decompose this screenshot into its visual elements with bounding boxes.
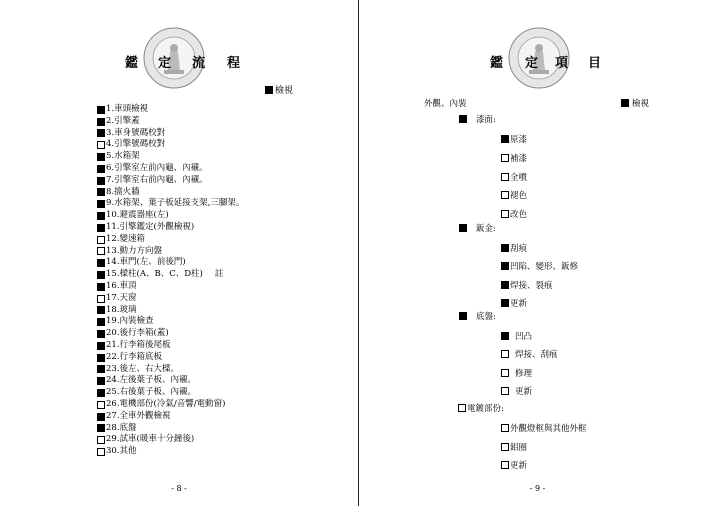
checked-box-icon[interactable] — [97, 354, 105, 362]
checklist-item — [97, 328, 244, 340]
checklist-item — [97, 128, 244, 140]
checked-box-icon[interactable] — [97, 271, 105, 279]
checklist-item — [97, 399, 244, 411]
inspection-item — [501, 422, 587, 434]
checklist-item-label: 10.避震器座(左) — [106, 210, 169, 221]
inspection-item-label: 補漆 — [510, 153, 528, 164]
checklist-note: 註 — [214, 269, 224, 280]
inspection-item — [501, 152, 527, 164]
unchecked-box-icon[interactable] — [501, 350, 509, 358]
legend-label: 檢視 — [275, 86, 294, 96]
unchecked-box-icon[interactable] — [501, 443, 509, 451]
section-label: 電鍍部份: — [467, 404, 504, 414]
title-char: 目 — [588, 56, 602, 71]
legend-checked — [265, 83, 293, 96]
checklist-item-label: 17.天窗 — [106, 292, 137, 303]
checked-box-icon[interactable] — [97, 377, 105, 385]
checklist-item-label: 1.車頭檢視 — [106, 104, 149, 114]
unchecked-box-icon[interactable] — [97, 236, 105, 244]
checklist-item — [97, 175, 244, 187]
checked-box-icon[interactable] — [501, 244, 509, 252]
checked-box-icon[interactable] — [459, 312, 467, 320]
title-char: 流 — [192, 56, 206, 71]
checklist-item-label: 13.動力方向盤 — [106, 245, 163, 256]
checked-box-icon[interactable] — [501, 262, 509, 270]
inspection-item — [501, 279, 553, 291]
checklist-item — [97, 340, 244, 352]
inspection-item-label: 褪色 — [510, 191, 528, 202]
checklist-item-label: 16.車頂 — [106, 280, 137, 291]
checked-box-icon[interactable] — [97, 389, 105, 397]
section-label: 底盤: — [476, 312, 496, 322]
checklist-item-label: 22.行李箱底板 — [106, 351, 163, 362]
inspection-item — [501, 133, 527, 145]
title-char: 程 — [227, 56, 241, 71]
inspection-item-label: 原漆 — [510, 135, 528, 145]
checklist-item — [97, 293, 244, 305]
unchecked-box-icon[interactable] — [458, 404, 466, 412]
checked-box-icon[interactable] — [501, 281, 509, 289]
inspection-item — [501, 441, 527, 453]
page-number: - 9 - — [529, 484, 546, 493]
inspection-item-label: 更新 — [510, 461, 528, 471]
checked-box-icon[interactable] — [97, 224, 105, 232]
checked-box-icon[interactable] — [459, 115, 467, 123]
checklist-item — [97, 246, 244, 258]
checklist-item — [97, 187, 244, 199]
unchecked-box-icon[interactable] — [501, 387, 509, 395]
checklist-item-label: 21.行李箱後尾板 — [106, 339, 171, 350]
checked-box-icon[interactable] — [97, 200, 105, 208]
checklist-item-label: 15.樑柱(A、B、C、D柱) — [106, 269, 203, 280]
inspection-item-label: 焊接、刮痕 — [515, 350, 558, 360]
checklist-item-label: 2.引擎蓋 — [106, 115, 140, 126]
checked-box-icon[interactable] — [97, 424, 105, 432]
checklist-item — [97, 316, 244, 328]
legend-label: 檢視 — [632, 99, 650, 109]
checklist-item — [97, 281, 244, 293]
checked-box-icon — [265, 86, 273, 94]
right-page — [359, 0, 716, 506]
unchecked-box-icon[interactable] — [501, 210, 509, 218]
inspection-item — [501, 330, 532, 342]
checked-box-icon[interactable] — [97, 188, 105, 196]
checklist-item-label: 24.左後葉子板、內襯。 — [106, 375, 197, 386]
checklist-item — [97, 434, 244, 446]
checklist-item — [97, 269, 244, 281]
checklist-item-label: 3.車身號碼校對 — [106, 127, 166, 138]
inspection-item-label: 鋁圈 — [510, 442, 528, 453]
inspection-section — [458, 402, 504, 414]
checked-box-icon[interactable] — [97, 129, 105, 137]
inspection-section — [459, 310, 496, 322]
checked-box-icon[interactable] — [97, 413, 105, 421]
checklist-item — [97, 116, 244, 128]
checklist-item-label: 5.水箱架 — [106, 151, 140, 162]
unchecked-box-icon[interactable] — [501, 173, 509, 181]
checked-box-icon[interactable] — [97, 177, 105, 185]
title-char: 定 — [525, 56, 539, 71]
checklist-item-label: 26.電機部份(冷氣/音響/電動窗) — [106, 398, 226, 409]
checklist-item — [97, 387, 244, 399]
inspection-item-label: 更新 — [510, 299, 528, 309]
inspection-item-label: 刮痕 — [510, 243, 528, 254]
checklist-item-label: 28.底盤 — [106, 422, 137, 433]
legend-checked — [621, 97, 649, 109]
checklist-item — [97, 257, 244, 269]
inspection-item — [501, 189, 527, 201]
checklist-item-label: 23.後左、右大樑。 — [106, 363, 180, 374]
inspection-item-label: 全噴 — [510, 172, 528, 183]
checked-box-icon[interactable] — [501, 135, 509, 143]
inspection-item-label: 更新 — [515, 387, 533, 397]
unchecked-box-icon[interactable] — [97, 401, 105, 409]
inspection-section — [459, 113, 496, 125]
checklist-item — [97, 423, 244, 435]
unchecked-box-icon[interactable] — [501, 424, 509, 432]
checked-box-icon[interactable] — [97, 118, 105, 126]
unchecked-box-icon[interactable] — [97, 436, 105, 444]
checklist-item — [97, 446, 244, 458]
unchecked-box-icon[interactable] — [501, 461, 509, 469]
checklist-item-label: 27.全車外觀檢視 — [106, 410, 171, 421]
checklist-item-label: 9.水箱架、葉子板延接支架,三腳架。 — [106, 198, 245, 209]
checklist-item-label: 19.內裝檢查 — [106, 316, 154, 327]
checked-box-icon[interactable] — [97, 365, 105, 373]
checked-box-icon[interactable] — [97, 106, 105, 114]
unchecked-box-icon[interactable] — [501, 154, 509, 162]
title-char: 鑑 — [125, 56, 139, 71]
checklist-item-label: 20.後行李箱(蓋) — [106, 328, 169, 339]
page-number: - 8 - — [171, 484, 187, 493]
inspection-item-label: 外觀燈框與其他外框 — [510, 424, 587, 434]
inspection-item — [501, 385, 532, 397]
unchecked-box-icon[interactable] — [501, 191, 509, 199]
inspection-flow-list — [97, 104, 244, 458]
unchecked-box-icon[interactable] — [501, 369, 509, 377]
inspection-item — [501, 459, 527, 471]
checked-box-icon[interactable] — [459, 224, 467, 232]
inspection-item-label: 凹陷、變形、鈑修 — [510, 262, 579, 272]
checklist-item-label: 12.變速箱 — [106, 233, 146, 244]
checked-box-icon[interactable] — [97, 318, 105, 326]
inspection-item — [501, 297, 527, 309]
checked-box-icon[interactable] — [97, 259, 105, 267]
checklist-item — [97, 198, 244, 210]
checklist-item-label: 29.試車(暖車十分鐘後) — [106, 434, 195, 445]
inspection-item — [501, 260, 578, 272]
section-label: 漆面: — [476, 115, 496, 125]
checklist-item — [97, 352, 244, 364]
checked-box-icon[interactable] — [97, 342, 105, 350]
checked-box-icon[interactable] — [97, 153, 105, 161]
checklist-item — [97, 222, 244, 234]
section-header — [424, 97, 467, 109]
inspection-item-label: 修理 — [515, 368, 533, 379]
inspection-item-label: 焊接、裂痕 — [510, 280, 553, 291]
checklist-item-label: 8.擋火牆 — [106, 186, 140, 197]
inspection-item — [501, 171, 527, 183]
unchecked-box-icon[interactable] — [97, 295, 105, 303]
inspection-item — [501, 348, 558, 360]
checklist-item — [97, 151, 244, 163]
checklist-item — [97, 104, 244, 116]
checked-box-icon[interactable] — [97, 283, 105, 291]
checklist-item-label: 6.引擎室左前內龜、內襯。 — [106, 162, 208, 173]
checked-box-icon[interactable] — [501, 299, 509, 307]
checklist-item — [97, 375, 244, 387]
title-char: 定 — [158, 56, 172, 71]
inspection-item — [501, 242, 527, 254]
checklist-item — [97, 234, 244, 246]
checked-box-icon — [621, 99, 629, 107]
checklist-item — [97, 411, 244, 423]
inspection-item — [501, 208, 527, 220]
unchecked-box-icon[interactable] — [97, 141, 105, 149]
checklist-item — [97, 364, 244, 376]
unchecked-box-icon[interactable] — [97, 247, 105, 255]
checked-box-icon[interactable] — [97, 165, 105, 173]
checked-box-icon[interactable] — [97, 306, 105, 314]
title-char: 鑑 — [490, 56, 504, 71]
inspection-item-label: 凹凸 — [515, 331, 533, 342]
checked-box-icon[interactable] — [97, 212, 105, 220]
right-title — [359, 52, 716, 72]
checklist-item-label: 14.車門(左、前後門) — [106, 257, 186, 268]
checklist-item-label: 7.引擎室右前內龜、內襯。 — [106, 174, 208, 185]
checklist-item — [97, 210, 244, 222]
checklist-item-label: 11.引擎鑑定(外觀檢視) — [106, 221, 195, 232]
checklist-item — [97, 305, 244, 317]
checklist-item-label: 25.右後葉子板、內襯。 — [106, 387, 197, 398]
inspection-item — [501, 367, 532, 379]
title-char: 項 — [555, 56, 569, 71]
unchecked-box-icon[interactable] — [97, 448, 105, 456]
section-label: 鈑金: — [476, 224, 496, 234]
header-label: 外觀、內裝 — [424, 99, 467, 109]
checked-box-icon[interactable] — [97, 330, 105, 338]
checked-box-icon[interactable] — [501, 332, 509, 340]
inspection-section — [459, 222, 496, 234]
checklist-item-label: 4.引擎號碼校對 — [106, 139, 166, 150]
checklist-item — [97, 163, 244, 175]
checklist-item — [97, 139, 244, 151]
inspection-item-label: 改色 — [510, 210, 528, 221]
checklist-item-label: 30.其他 — [106, 446, 137, 457]
checklist-item-label: 18.玻璃 — [106, 304, 137, 315]
